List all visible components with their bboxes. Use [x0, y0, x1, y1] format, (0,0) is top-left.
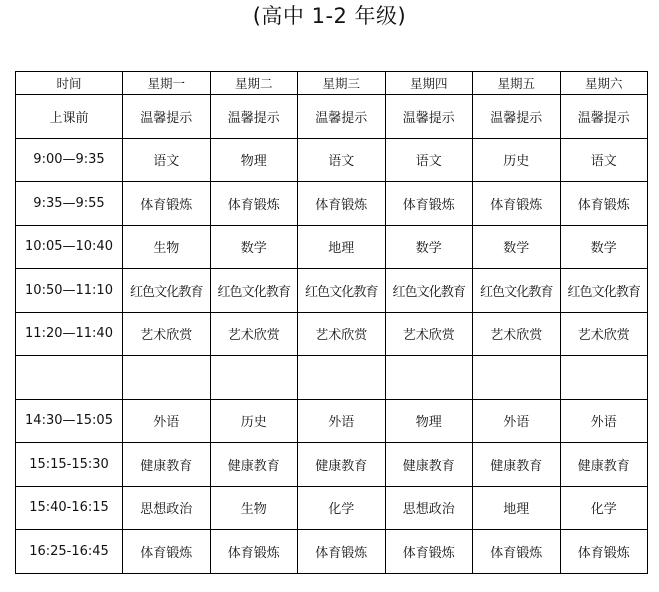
time-cell: 10:05—10:40: [16, 225, 123, 269]
subject-cell: 温馨提示: [385, 95, 473, 139]
subject-cell: 语文: [385, 138, 473, 182]
time-cell: 11:20—11:40: [16, 312, 123, 356]
time-cell: 上课前: [16, 95, 123, 139]
subject-cell: 红色文化教育: [210, 269, 298, 313]
subject-cell: 红色文化教育: [298, 269, 386, 313]
subject-cell: 物理: [385, 399, 473, 443]
subject-cell: 地理: [298, 225, 386, 269]
table-row: [16, 225, 648, 269]
subject-cell: 红色文化教育: [123, 269, 211, 313]
subject-cell: 历史: [473, 138, 561, 182]
header-tuesday: 星期二: [210, 72, 298, 95]
subject-cell: 温馨提示: [560, 95, 648, 139]
subject-cell: [385, 356, 473, 400]
subject-cell: 艺术欣赏: [123, 312, 211, 356]
time-cell: 9:35—9:55: [16, 182, 123, 226]
subject-cell: 地理: [473, 486, 561, 530]
header-monday: 星期一: [123, 72, 211, 95]
subject-cell: 体育锻炼: [473, 530, 561, 574]
subject-cell: [298, 356, 386, 400]
table-row: [16, 138, 648, 182]
subject-cell: 体育锻炼: [473, 182, 561, 226]
table-row: [16, 486, 648, 530]
time-cell: 15:40-16:15: [16, 486, 123, 530]
table-row: [16, 95, 648, 139]
subject-cell: 体育锻炼: [385, 182, 473, 226]
table-row: [16, 312, 648, 356]
header-thursday: 星期四: [385, 72, 473, 95]
time-cell: 14:30—15:05: [16, 399, 123, 443]
subject-cell: 思想政治: [385, 486, 473, 530]
subject-cell: 外语: [123, 399, 211, 443]
subject-cell: 数学: [560, 225, 648, 269]
subject-cell: 健康教育: [123, 443, 211, 487]
subject-cell: 温馨提示: [123, 95, 211, 139]
subject-cell: [123, 356, 211, 400]
subject-cell: 历史: [210, 399, 298, 443]
time-cell: [16, 356, 123, 400]
subject-cell: 健康教育: [473, 443, 561, 487]
subject-cell: 温馨提示: [210, 95, 298, 139]
subject-cell: [560, 356, 648, 400]
table-row: [16, 530, 648, 574]
subject-cell: 艺术欣赏: [385, 312, 473, 356]
subject-cell: 外语: [560, 399, 648, 443]
subject-cell: 语文: [298, 138, 386, 182]
subject-cell: [473, 356, 561, 400]
header-friday: 星期五: [473, 72, 561, 95]
time-cell: 15:15-15:30: [16, 443, 123, 487]
header-saturday: 星期六: [560, 72, 648, 95]
subject-cell: 健康教育: [560, 443, 648, 487]
subject-cell: 体育锻炼: [298, 182, 386, 226]
schedule-table: [15, 71, 648, 574]
subject-cell: [210, 356, 298, 400]
subject-cell: 健康教育: [385, 443, 473, 487]
subject-cell: 艺术欣赏: [473, 312, 561, 356]
table-row: [16, 356, 648, 400]
subject-cell: 体育锻炼: [210, 182, 298, 226]
subject-cell: 体育锻炼: [560, 182, 648, 226]
table-row: [16, 182, 648, 226]
subject-cell: 红色文化教育: [473, 269, 561, 313]
time-cell: 9:00—9:35: [16, 138, 123, 182]
subject-cell: 红色文化教育: [385, 269, 473, 313]
subject-cell: 体育锻炼: [123, 530, 211, 574]
subject-cell: 温馨提示: [473, 95, 561, 139]
subject-cell: 体育锻炼: [123, 182, 211, 226]
header-time: 时间: [16, 72, 123, 95]
subject-cell: 体育锻炼: [385, 530, 473, 574]
time-cell: 16:25-16:45: [16, 530, 123, 574]
subject-cell: 体育锻炼: [210, 530, 298, 574]
subject-cell: 温馨提示: [298, 95, 386, 139]
subject-cell: 语文: [560, 138, 648, 182]
subject-cell: 思想政治: [123, 486, 211, 530]
subject-cell: 物理: [210, 138, 298, 182]
subject-cell: 艺术欣赏: [560, 312, 648, 356]
table-row: [16, 443, 648, 487]
subject-cell: 化学: [298, 486, 386, 530]
subject-cell: 数学: [473, 225, 561, 269]
subject-cell: 生物: [123, 225, 211, 269]
subject-cell: 外语: [473, 399, 561, 443]
subject-cell: 化学: [560, 486, 648, 530]
page-title: (高中 1-2 年级): [252, 4, 407, 28]
subject-cell: 外语: [298, 399, 386, 443]
header-wednesday: 星期三: [298, 72, 386, 95]
subject-cell: 健康教育: [298, 443, 386, 487]
table-header-row: [16, 72, 648, 95]
subject-cell: 生物: [210, 486, 298, 530]
subject-cell: 健康教育: [210, 443, 298, 487]
subject-cell: 红色文化教育: [560, 269, 648, 313]
time-cell: 10:50—11:10: [16, 269, 123, 313]
table-row: [16, 269, 648, 313]
subject-cell: 数学: [385, 225, 473, 269]
subject-cell: 体育锻炼: [560, 530, 648, 574]
table-row: [16, 399, 648, 443]
subject-cell: 体育锻炼: [298, 530, 386, 574]
subject-cell: 数学: [210, 225, 298, 269]
subject-cell: 语文: [123, 138, 211, 182]
subject-cell: 艺术欣赏: [298, 312, 386, 356]
subject-cell: 艺术欣赏: [210, 312, 298, 356]
